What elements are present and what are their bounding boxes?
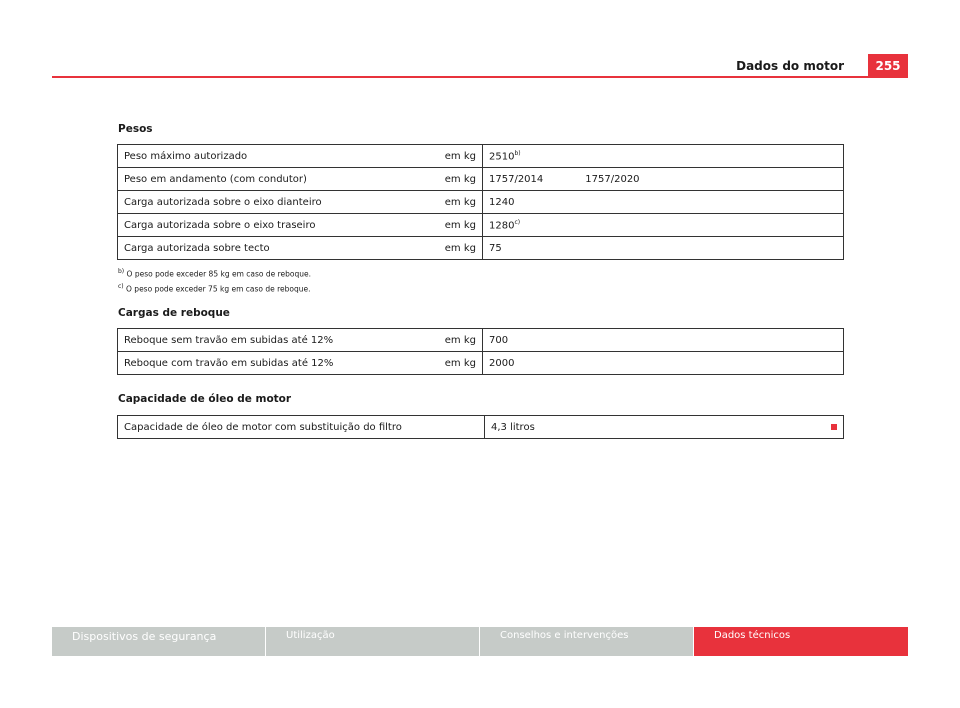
row-label: Peso em andamento (com condutor) [118, 168, 437, 191]
page-number: 255 [868, 54, 908, 78]
footnote: $^{c)}$ O peso pode exceder 75 kg em caso de reboque. [118, 282, 311, 293]
row-value: 700 [483, 329, 844, 352]
row-label: Carga autorizada sobre tecto [118, 237, 437, 260]
footnotes [118, 266, 311, 295]
footnote: $^{b)}$ O peso pode exceder 85 kg em caso de reboque. [118, 268, 312, 279]
row-value: 1757/2014 1757/2020 [483, 168, 844, 191]
table-row [118, 352, 844, 375]
reboque-table [117, 328, 844, 375]
footer-tab-dispositivos[interactable]: Dispositivos de segurança [52, 627, 266, 656]
section-title-pesos: Pesos [118, 123, 153, 135]
end-of-section-marker-icon [831, 424, 837, 430]
table-row [118, 168, 844, 191]
row-value: 2510$^{b)}$ [483, 145, 844, 168]
row-value-secondary: 1757/2020 [585, 173, 640, 185]
footer-nav [52, 627, 908, 656]
oleo-table [117, 415, 844, 439]
table-row [118, 145, 844, 168]
row-unit: em kg [436, 237, 483, 260]
row-label: Peso máximo autorizado [118, 145, 437, 168]
footer-tab-utilizacao[interactable]: Utilização [266, 627, 480, 656]
footer-tab-dados-tecnicos[interactable]: Dados técnicos [694, 627, 908, 656]
page-header-title: Dados do motor [736, 59, 844, 73]
table-row [118, 416, 844, 439]
row-unit: em kg [436, 145, 483, 168]
section-title-reboque: Cargas de reboque [118, 307, 230, 319]
row-label: Carga autorizada sobre o eixo traseiro [118, 214, 437, 237]
footer-tab-conselhos[interactable]: Conselhos e intervenções [480, 627, 694, 656]
row-label: Capacidade de óleo de motor com substituição do filtro [118, 416, 485, 439]
section-title-oleo: Capacidade de óleo de motor [118, 393, 292, 405]
row-value: 1240 [483, 191, 844, 214]
table-row [118, 237, 844, 260]
row-unit: em kg [436, 191, 483, 214]
row-unit: em kg [436, 329, 483, 352]
row-label: Reboque sem travão em subidas até 12% [118, 329, 437, 352]
row-value: 4,3 litros [485, 416, 844, 439]
table-row [118, 191, 844, 214]
header-rule [52, 76, 868, 78]
footnote-ref: c) [514, 218, 521, 226]
row-label: Reboque com travão em subidas até 12% [118, 352, 437, 375]
row-value: 75 [483, 237, 844, 260]
row-value: 1280$^{c)}$ [483, 214, 844, 237]
row-value: 2000 [483, 352, 844, 375]
table-row [118, 214, 844, 237]
row-unit: em kg [436, 214, 483, 237]
row-label: Carga autorizada sobre o eixo dianteiro [118, 191, 437, 214]
table-row [118, 329, 844, 352]
pesos-table [117, 144, 844, 260]
footnote-ref: b) [514, 149, 521, 157]
row-unit: em kg [436, 168, 483, 191]
row-unit: em kg [436, 352, 483, 375]
